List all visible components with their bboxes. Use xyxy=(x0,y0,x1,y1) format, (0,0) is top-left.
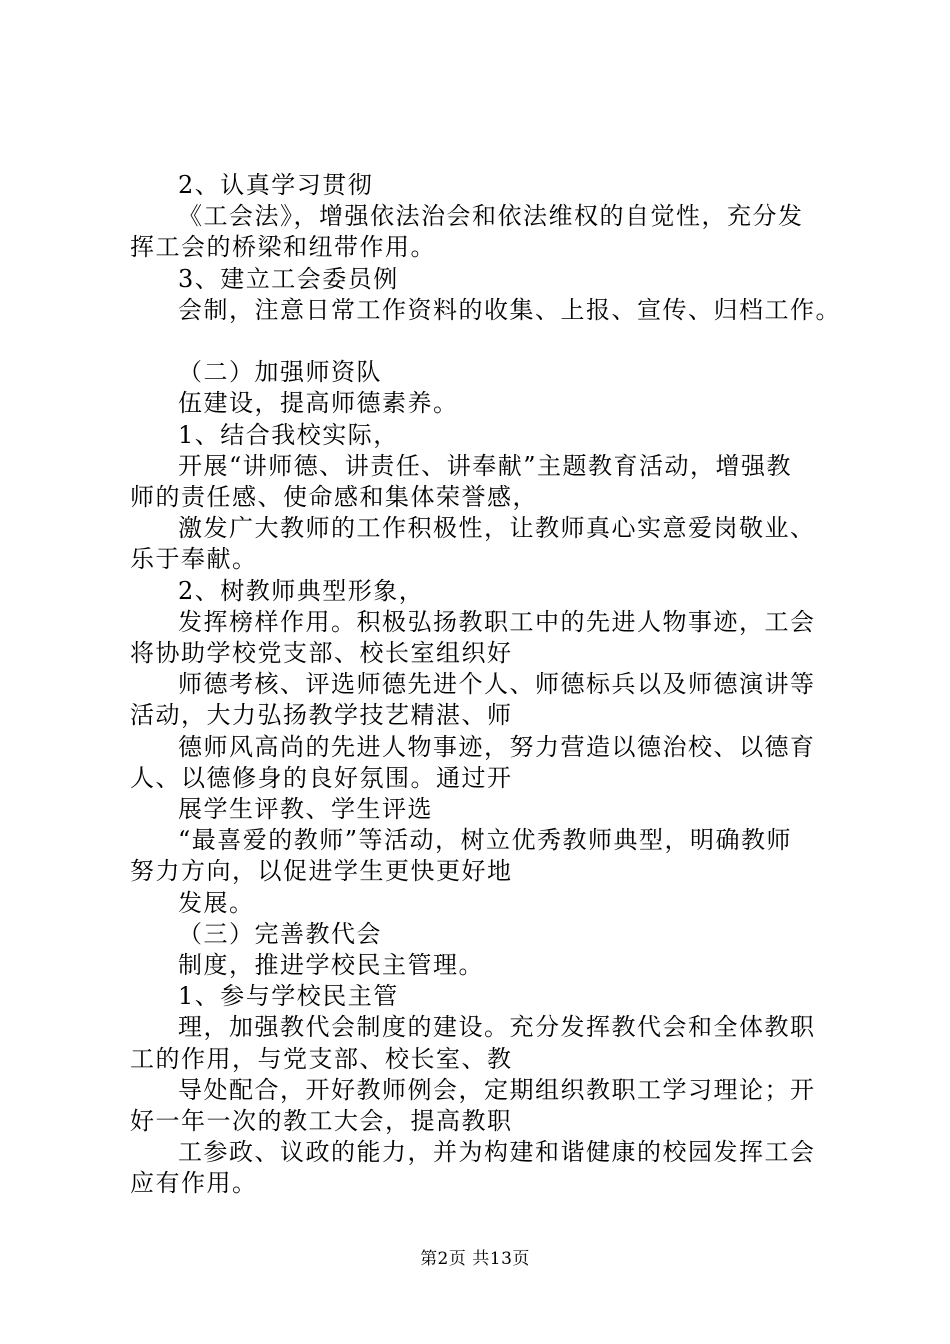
text-line: 努力方向，以促进学生更快更好地 xyxy=(130,857,513,886)
text-line: 理，加强教代会制度的建设。充分发挥教代会和全体教职 xyxy=(178,1013,816,1042)
text-line: 应有作用。 xyxy=(130,1169,258,1198)
text-line: 发挥榜样作用。积极弘扬教职工中的先进人物事迹，工会 xyxy=(178,607,816,636)
text-line: 3、建立工会委员例 xyxy=(178,264,399,293)
text-line: 活动，大力弘扬教学技艺精湛、师 xyxy=(130,701,513,730)
text-line: 2、树教师典型形象， xyxy=(178,576,425,605)
text-line: 1、参与学校民主管 xyxy=(178,982,399,1011)
text-line: 展学生评教、学生评选 xyxy=(178,795,433,824)
text-line: 导处配合，开好教师例会，定期组织教职工学习理论；开 xyxy=(178,1075,816,1104)
text-line: 工参政、议政的能力，并为构建和谐健康的校园发挥工会 xyxy=(178,1138,816,1167)
text-line: 人、以德修身的良好氛围。通过开 xyxy=(130,763,513,792)
text-line: 开展“讲师德、讲责任、讲奉献”主题教育活动，增强教 xyxy=(178,451,793,480)
document-body xyxy=(130,170,850,1200)
text-line: 1、结合我校实际， xyxy=(178,420,399,449)
blank-line xyxy=(130,326,850,357)
text-line: 2、认真学习贯彻 xyxy=(178,171,374,199)
text-line: 工的作用，与党支部、校长室、教 xyxy=(130,1044,513,1073)
text-line: 乐于奉献。 xyxy=(130,545,258,574)
text-line: 制度，推进学校民主管理。 xyxy=(178,951,484,980)
text-line: 《工会法》，增强依法治会和依法维权的自觉性，充分发 xyxy=(178,202,804,231)
text-line: 师的责任感、使命感和集体荣誉感， xyxy=(130,483,538,512)
text-line: 发展。 xyxy=(178,888,255,917)
text-line: 德师风高尚的先进人物事迹，努力营造以德治校、以德育 xyxy=(178,732,816,761)
page-footer: 第2页 共13页 xyxy=(420,1249,530,1269)
text-line: （二）加强师资队 xyxy=(178,358,382,387)
text-line: 伍建设，提高师德素养。 xyxy=(178,389,459,418)
text-line: 师德考核、评选师德先进个人、师德标兵以及师德演讲等 xyxy=(178,670,816,699)
text-line: 好一年一次的教工大会，提高教职 xyxy=(130,1107,513,1136)
text-line: （三）完善教代会 xyxy=(178,919,382,948)
text-line: “最喜爱的教师”等活动，树立优秀教师典型，明确教师 xyxy=(178,826,793,855)
text-line: 挥工会的桥梁和纽带作用。 xyxy=(130,233,436,262)
text-line: 会制，注意日常工作资料的收集、上报、宣传、归档工作。 xyxy=(178,295,841,324)
text-line: 将协助学校党支部、校长室组织好 xyxy=(130,639,513,668)
text-line: 激发广大教师的工作积极性，让教师真心实意爱岗敬业、 xyxy=(178,514,816,543)
